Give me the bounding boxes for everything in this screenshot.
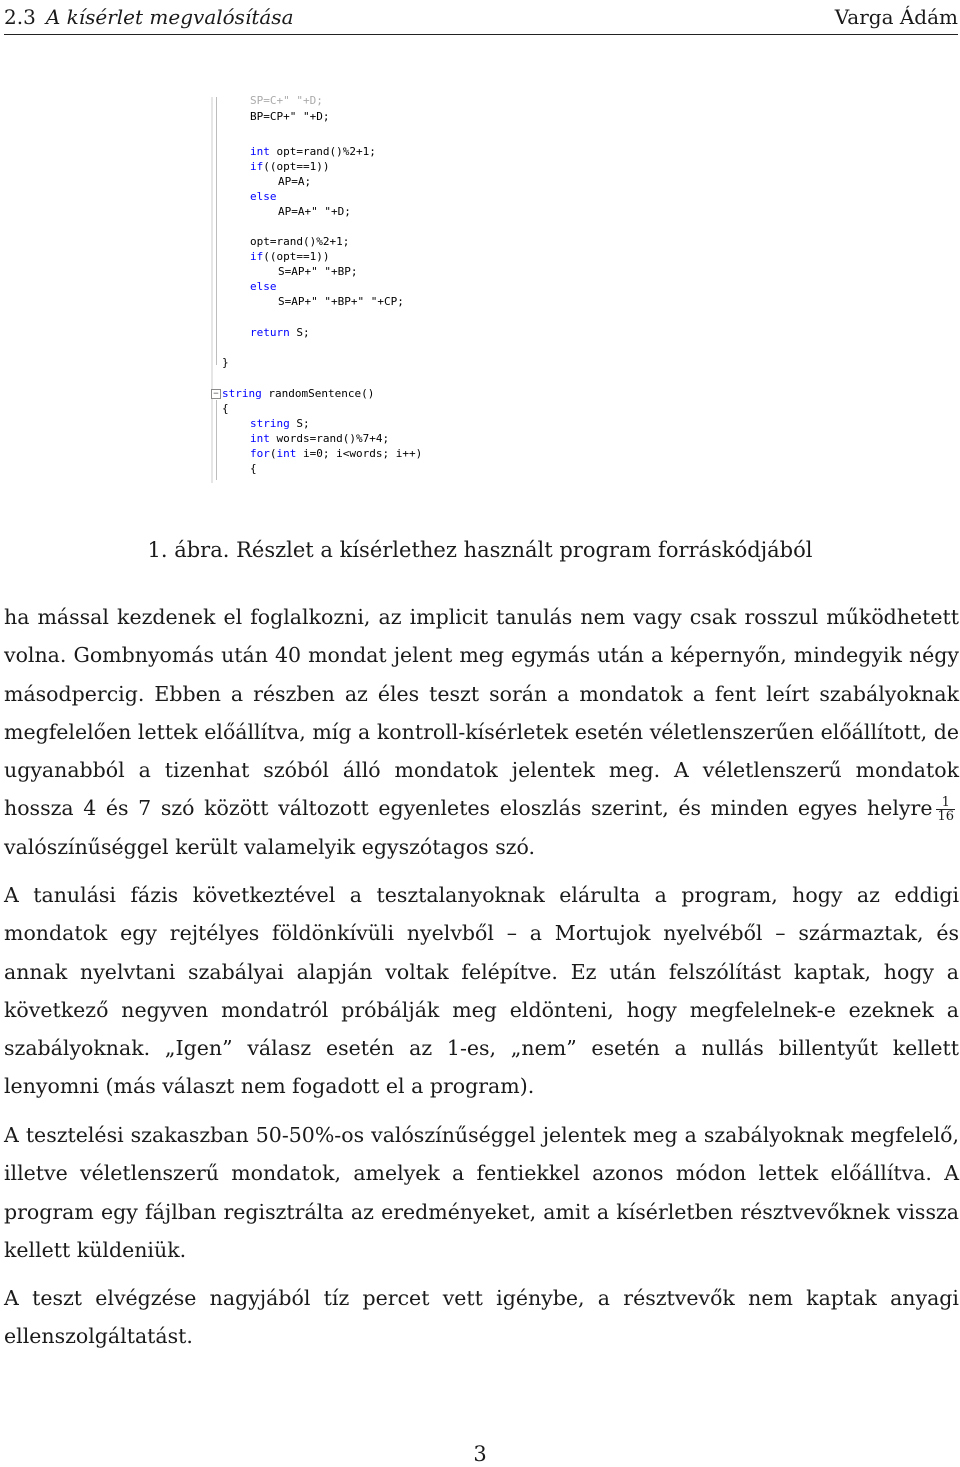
fraction-denominator: 16 (937, 809, 954, 825)
code-line: SP=C+" "+D; (250, 94, 323, 107)
code-line: { (222, 402, 229, 415)
code-line: if((opt==1)) (250, 250, 330, 263)
header-author: Varga Ádám (834, 5, 958, 29)
code-line: return S; (250, 326, 310, 339)
fraction (936, 796, 955, 823)
editor-gutter (211, 97, 213, 483)
code-text: words=rand()%7+4; (269, 432, 390, 445)
code-text: ((opt==1)) (263, 160, 330, 173)
code-line: S=AP+" "+BP; (278, 265, 358, 278)
section-title: A kísérlet megvalósítása (45, 5, 294, 29)
code-line: for(int i=0; i<words; i++) (250, 447, 423, 460)
code-text: i=0; i<words; i++) (296, 447, 423, 460)
fraction-numerator: 1 (936, 796, 955, 810)
paragraph-text: ha mással kezdenek el foglalkozni, az implicit tanulás nem vagy csak rosszul működhetett volna. Gombnyomás után 40 mondat jelent meg egymás után a képernyőn, mindegyik négy másodpercig. Ebben a részben az éles teszt során a mondatok a fent leírt szabályoknak megfelelően lettek előállítva, míg a kontroll-kísérletek esetén véletlenszerűen előállított, de ugyanabból a tizenhat szóból álló mondatok jelentek meg. A véletlenszerű mondatok hossza 4 és 7 szó között változott egyenletes eloszlás szerint, és minden egyes helyre (4, 605, 959, 821)
paragraph: A teszt elvégzése nagyjából tíz percet vett igénybe, a résztvevők nem kaptak anyagi ellenszolgáltatást. (4, 1286, 959, 1349)
paragraph-text: valószínűséggel került valamelyik egyszótagos szó. (4, 834, 536, 859)
code-screenshot-figure (206, 94, 506, 485)
code-line: int opt=rand()%2+1; (250, 145, 376, 158)
code-text: S; (289, 326, 310, 339)
paragraph (4, 598, 959, 866)
code-text: S; (289, 417, 310, 430)
code-text: ( (269, 447, 277, 460)
section-number: 2.3 (4, 5, 36, 29)
code-text: ((opt==1)) (263, 250, 330, 263)
code-line: } (222, 356, 229, 369)
header-section (4, 2, 294, 32)
fold-line (216, 97, 217, 365)
code-line: BP=CP+" "+D; (250, 110, 330, 123)
code-line: { (250, 462, 257, 475)
code-line: if((opt==1)) (250, 160, 330, 173)
paragraph: A tesztelési szakaszban 50-50%-os valószínűséggel jelentek meg a szabályoknak megfelelő, illetve véletlenszerű mondatok, amelyek a fentiekkel azonos módon lettek előállítva. A program egy fájlban regisztrálta az eredményeket, amit a kísérletben résztvevőknek vissza kellett küldeniük. (4, 1123, 959, 1262)
code-line: AP=A; (278, 175, 312, 188)
code-line: opt=rand()%2+1; (250, 235, 350, 248)
paragraph: A tanulási fázis következtével a tesztalanyoknak elárulta a program, hogy az eddigi mondatok egy rejtélyes földönkívüli nyelvből – a Mortujok nyelvéből – származtak, és annak nyelvtani szabályai alapján voltak felépítve. Ez után felszólítást kaptak, hogy a következő negyven mondatról próbálják meg eldönteni, hogy megfelelnek-e ezeknek a szabályoknak. „Igen” válasz esetén az 1-es, „nem” esetén a nullás billentyűt kellett lenyomni (más választ nem fogadott el a program). (4, 883, 959, 1099)
running-header (4, 2, 958, 35)
figure-caption: 1. ábra. Részlet a kísérlethez használt program forráskódjából (147, 538, 813, 562)
code-line: AP=A+" "+D; (278, 205, 351, 218)
code-text: opt=rand()%2+1; (269, 145, 376, 158)
fold-collapse-icon: − (211, 389, 221, 399)
code-line: string S; (250, 417, 310, 430)
page-number: 3 (473, 1442, 487, 1466)
fold-line (216, 400, 217, 480)
code-line: S=AP+" "+BP+" "+CP; (278, 295, 404, 308)
code-text: randomSentence() (261, 387, 375, 400)
code-line: else (250, 280, 277, 293)
code-line: int words=rand()%7+4; (250, 432, 390, 445)
code-line: else (250, 190, 277, 203)
code-line: string randomSentence() (222, 387, 375, 400)
